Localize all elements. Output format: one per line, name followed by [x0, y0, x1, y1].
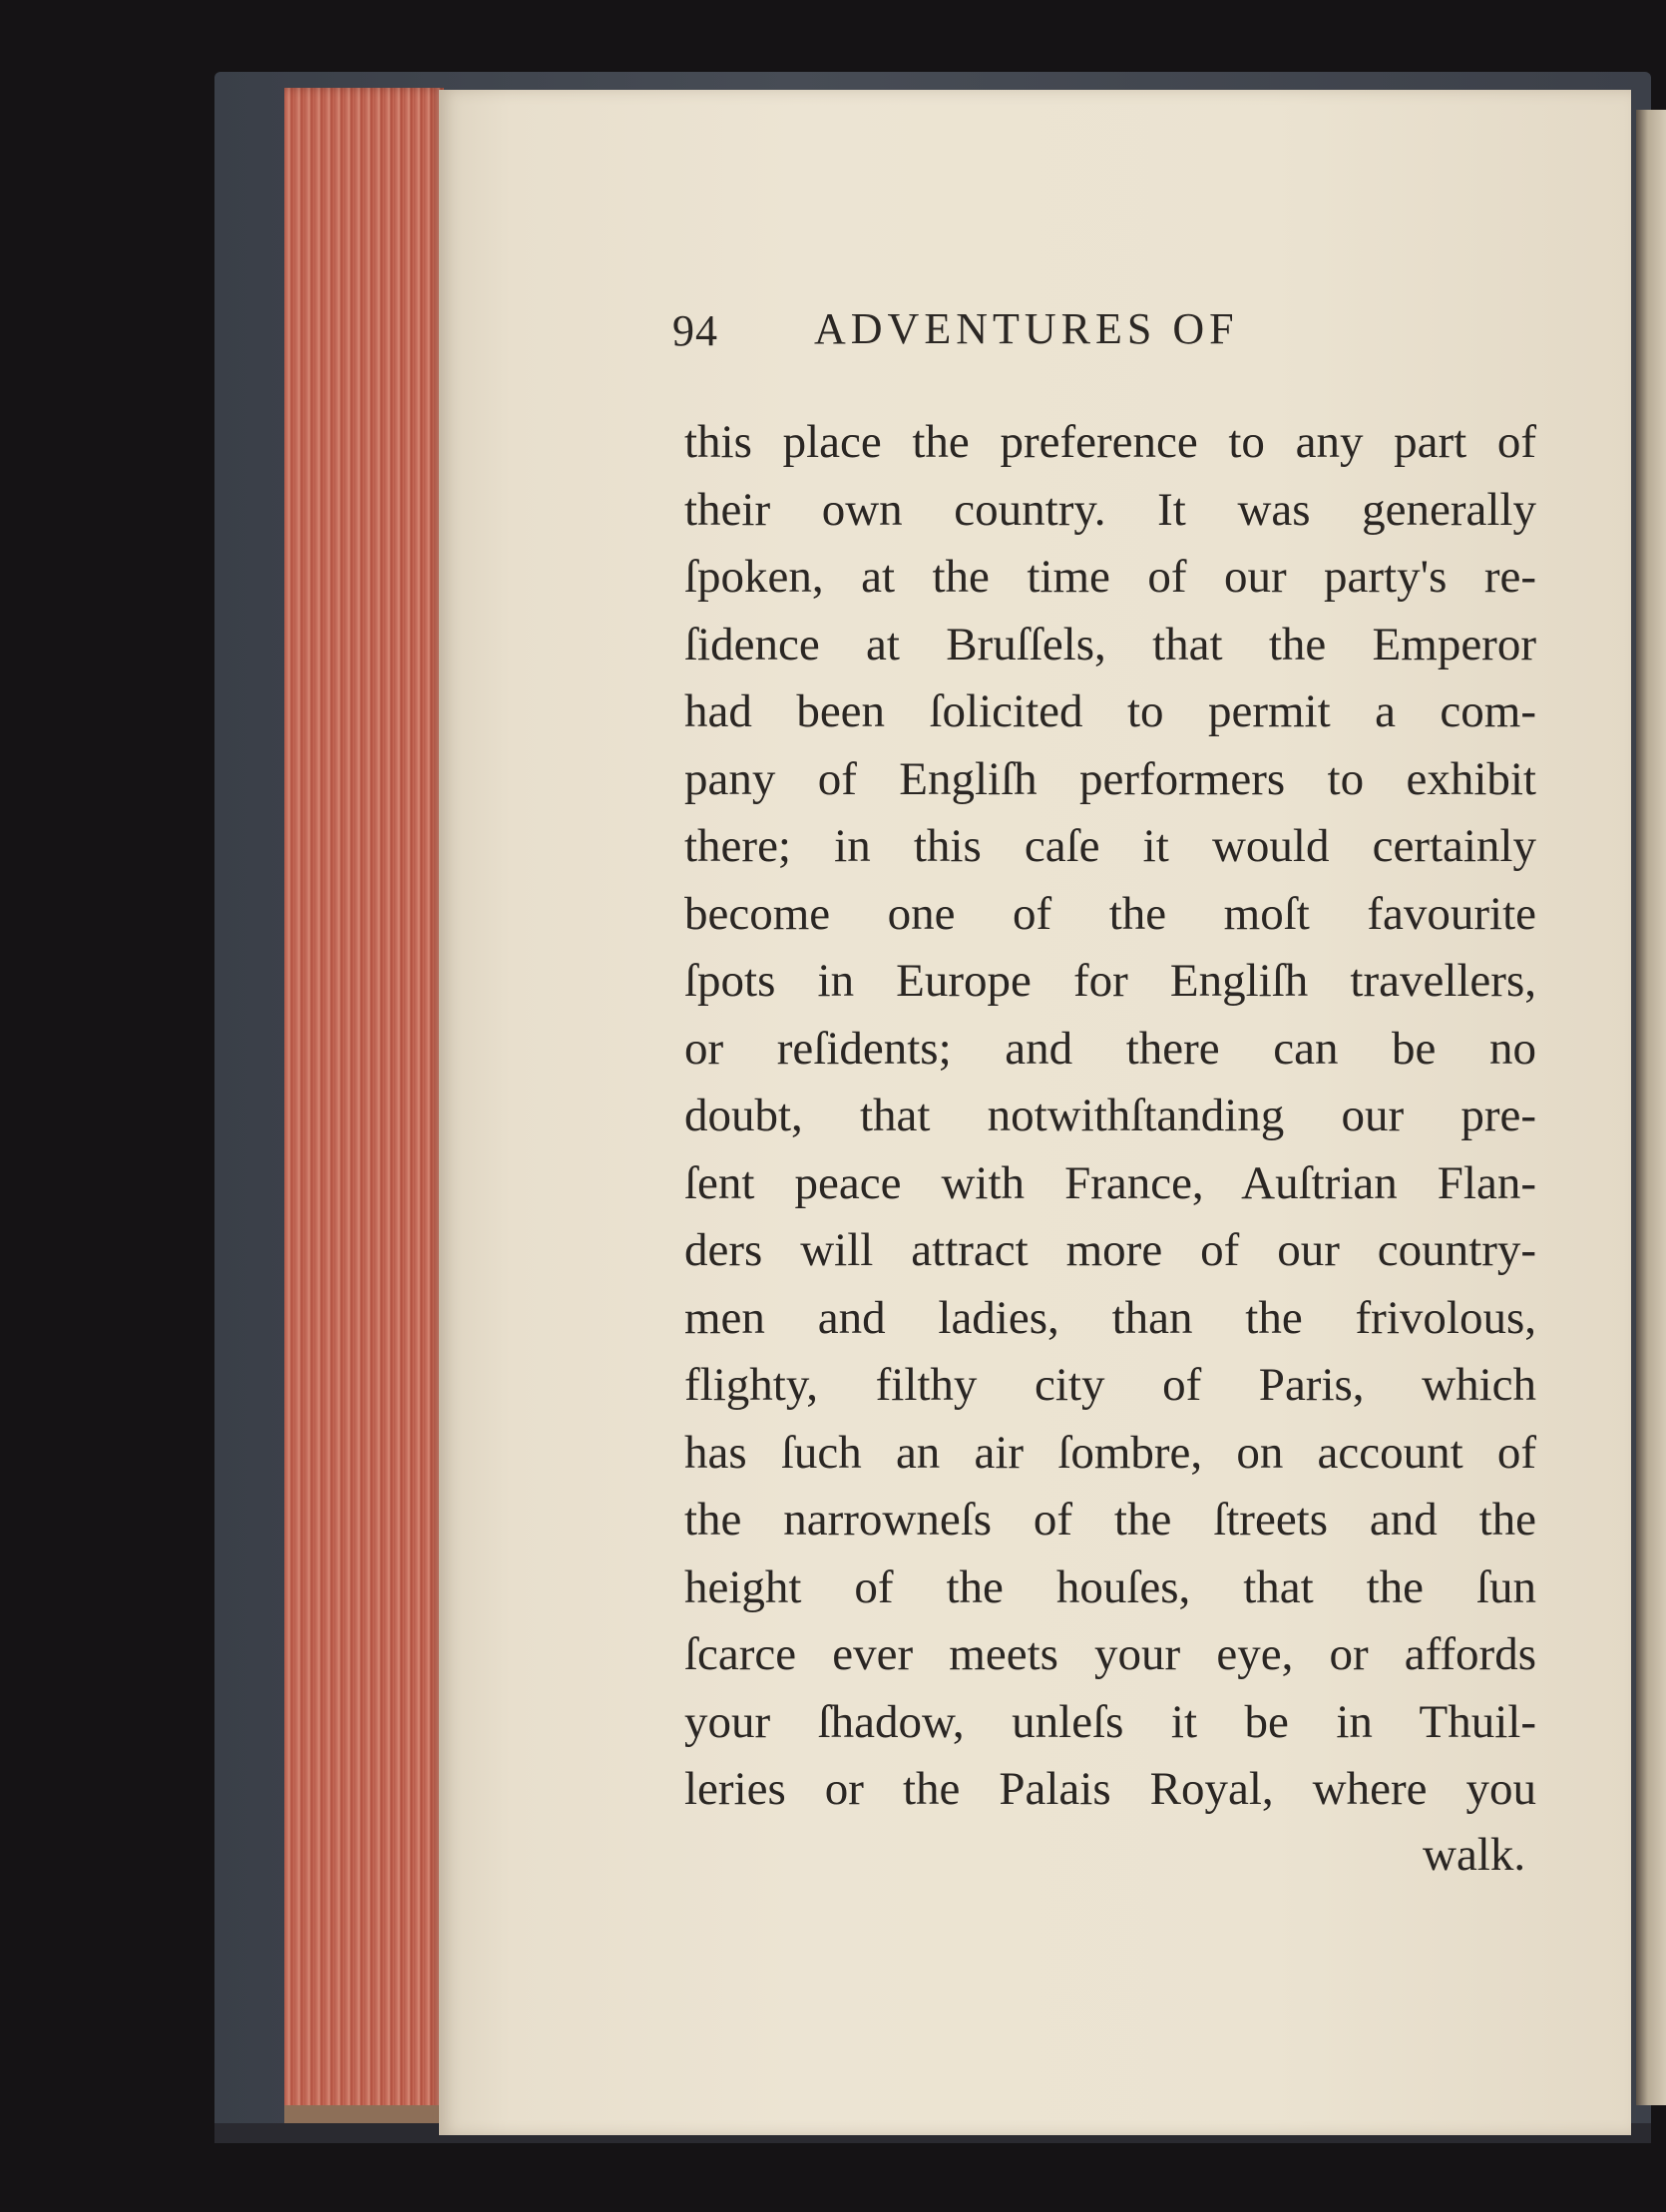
page-header — [672, 301, 1391, 361]
text-line: the narrowneſs of the ſtreets and the — [684, 1494, 1536, 1546]
text-line: become one of the moſt favourite — [684, 887, 1536, 940]
text-line: their own country. It was generally — [684, 483, 1536, 536]
text-line: this place the preference to any part of — [684, 416, 1536, 468]
text-line: men and ladies, than the frivolous, — [684, 1291, 1536, 1344]
page-number: 94 — [672, 306, 718, 355]
red-page-edges — [284, 88, 444, 2123]
text-line: ſent peace with France, Auſtrian Flan- — [684, 1156, 1536, 1209]
catchword: walk. — [1423, 1829, 1526, 1881]
text-line: height of the houſes, that the ſun — [684, 1560, 1536, 1613]
text-line: leries or the Palais Royal, where you — [684, 1763, 1536, 1815]
facing-page-edge — [1636, 110, 1666, 2105]
text-line: flighty, filthy city of Paris, which — [684, 1359, 1536, 1411]
text-line: your ſhadow, unleſs it be in Thuil- — [684, 1695, 1536, 1748]
body-text — [684, 409, 1536, 1824]
text-line: or reſidents; and there can be no — [684, 1022, 1536, 1075]
text-line: pany of Engliſh performers to exhibit — [684, 752, 1536, 805]
text-line: doubt, that notwithſtanding our pre- — [684, 1090, 1536, 1141]
running-head: ADVENTURES OF — [814, 304, 1239, 353]
text-line: ſidence at Bruſſels, that the Emperor — [684, 618, 1536, 670]
text-line: ſpots in Europe for Engliſh travellers, — [684, 955, 1536, 1007]
text-line: ders will attract more of our country- — [684, 1224, 1536, 1276]
text-line: ſcarce ever meets your eye, or affords — [684, 1628, 1536, 1680]
text-line: has ſuch an air ſombre, on account of — [684, 1426, 1536, 1479]
text-line: there; in this caſe it would certainly — [684, 820, 1536, 872]
text-line: had been ſolicited to permit a com- — [684, 685, 1536, 737]
text-line: ſpoken, at the time of our party's re- — [684, 551, 1536, 603]
